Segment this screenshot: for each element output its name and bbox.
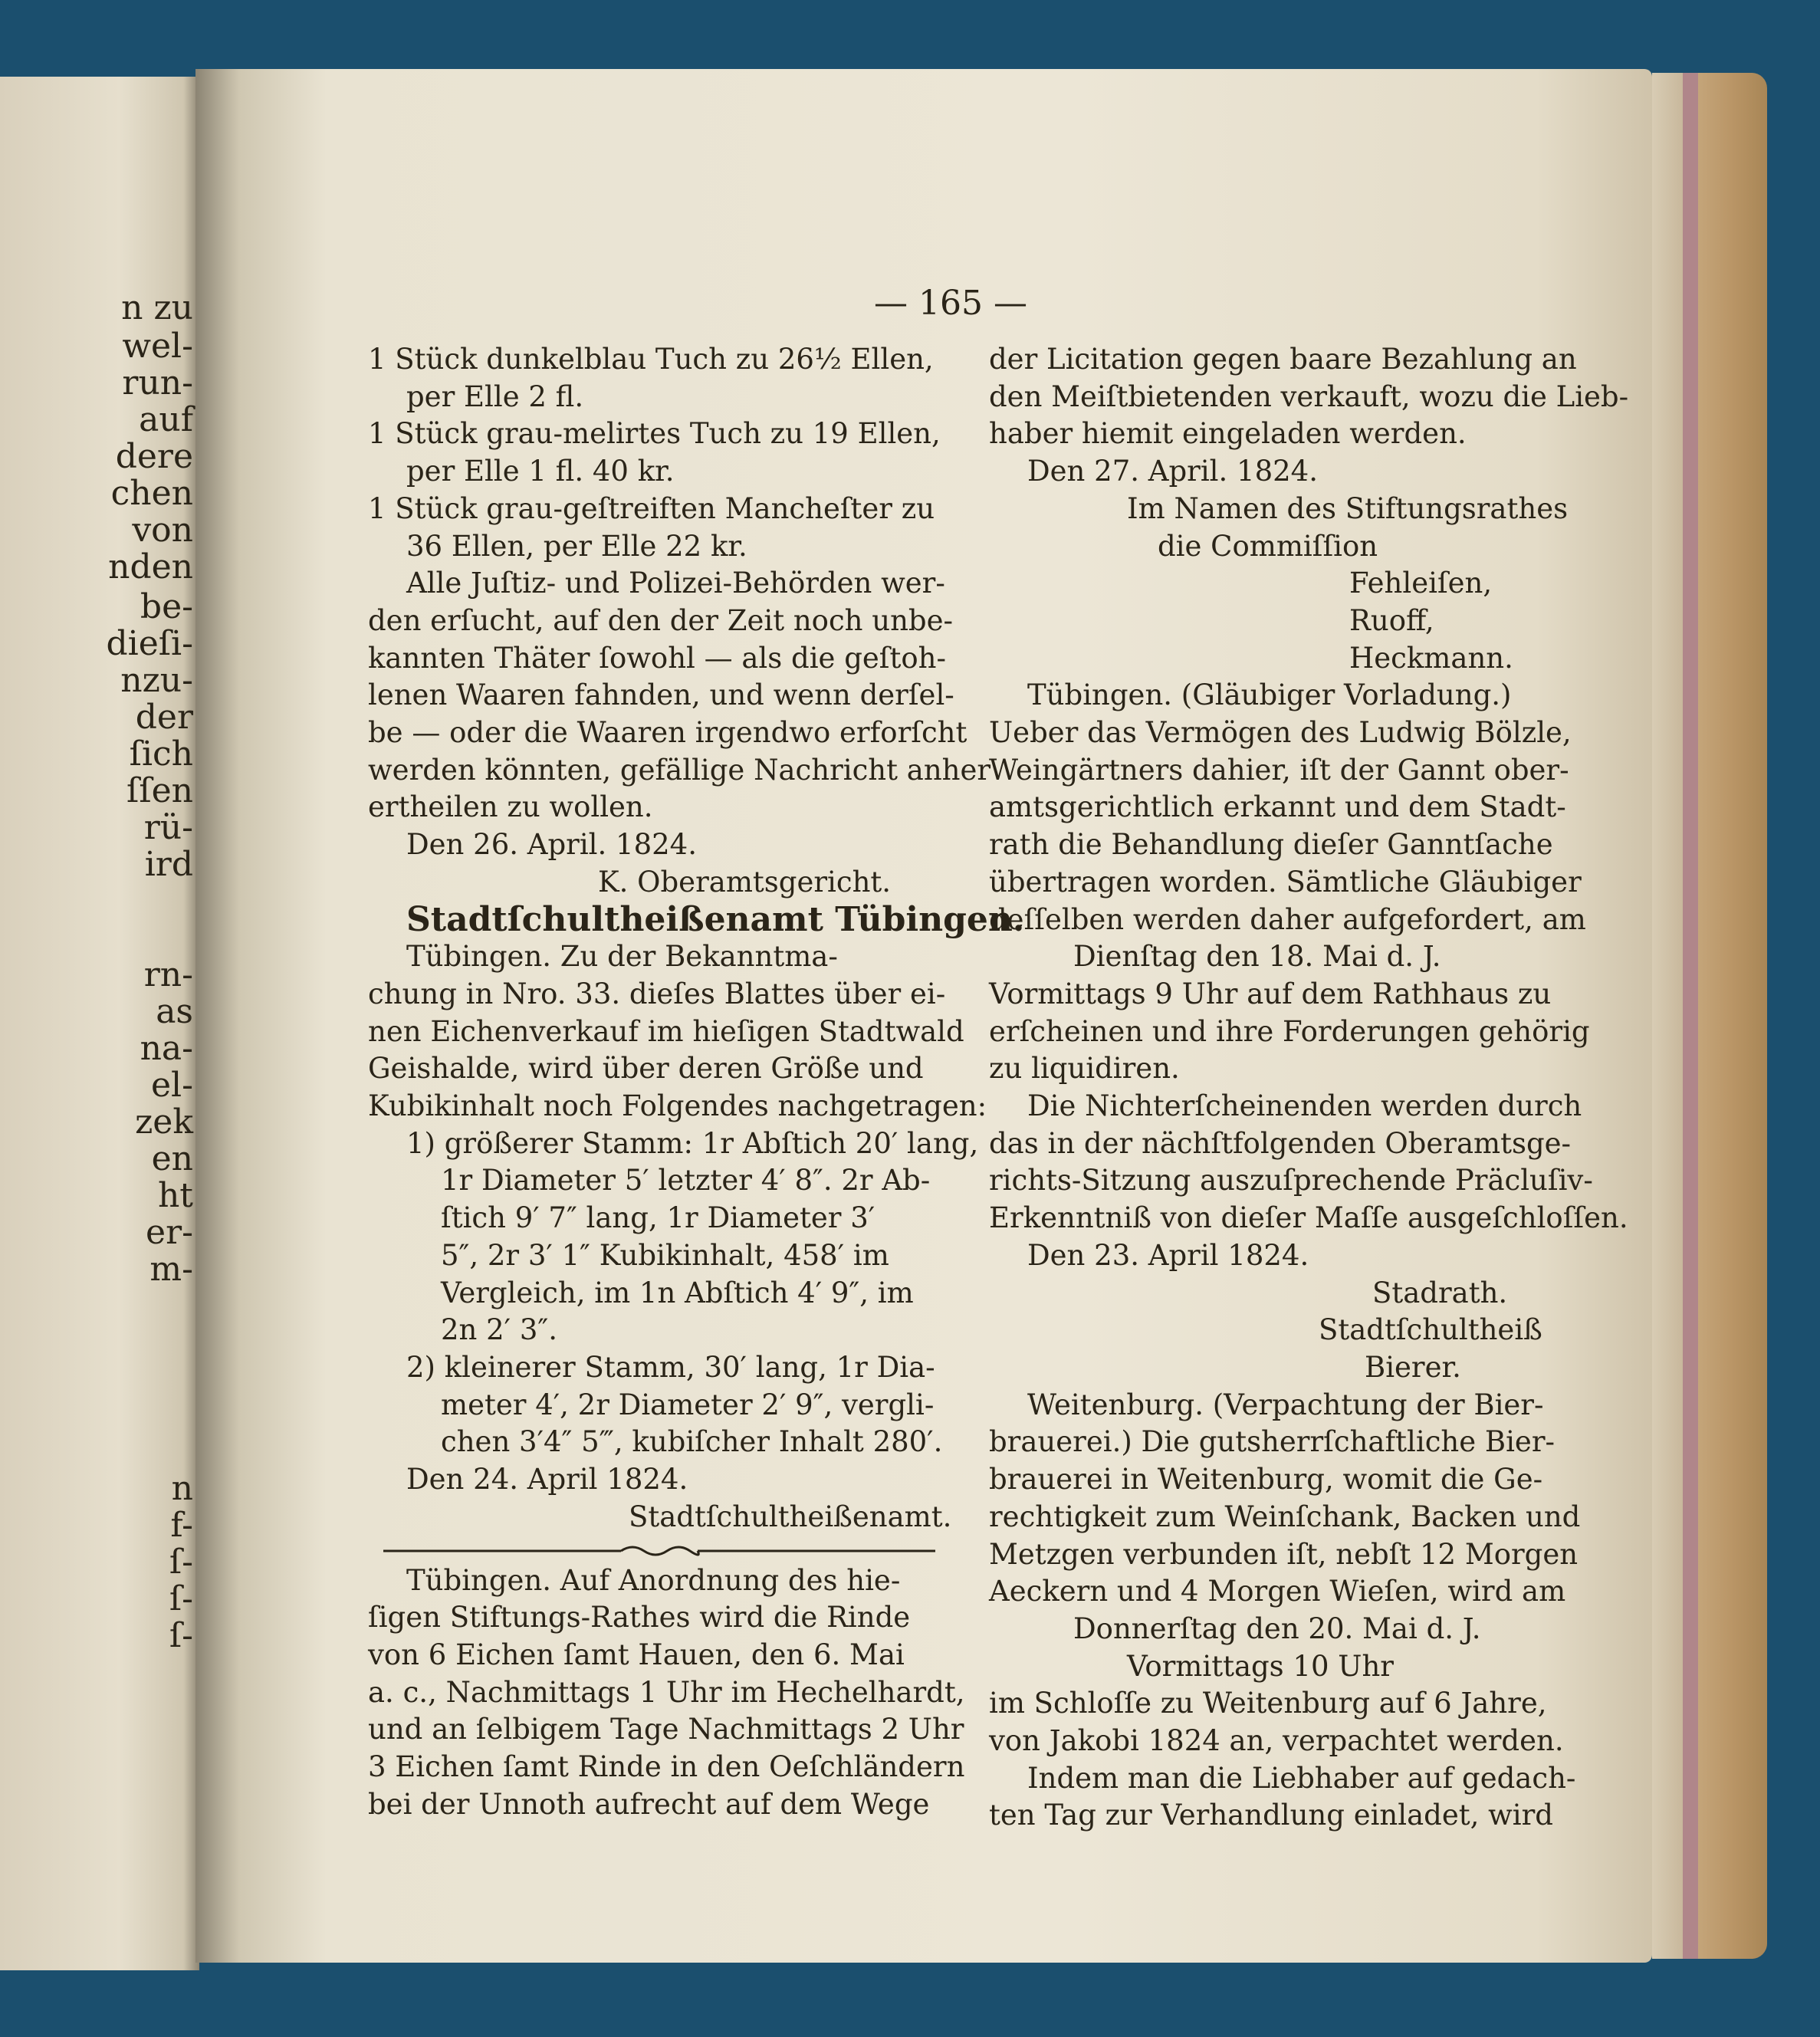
text-line: a. c., Nachmittags 1 Uhr im Hechelhardt,	[368, 1675, 965, 1709]
fragment: auf	[139, 400, 193, 439]
text-line: be — oder die Waaren irgendwo erforſcht	[368, 716, 967, 750]
fragment: rü-	[143, 808, 193, 847]
fragment: be-	[140, 587, 193, 626]
text-line: übertragen worden. Sämtliche Gläubiger	[989, 865, 1582, 899]
text-line: per Elle 2 fl.	[406, 379, 584, 413]
fragment: ſſen	[126, 771, 193, 810]
fragment: rn-	[143, 955, 193, 994]
left-column	[368, 341, 1025, 1823]
page-number: — 165 —	[874, 284, 1027, 323]
fragment: f-	[170, 1506, 193, 1545]
text-line: bei der Unnoth aufrecht auf dem Wege	[368, 1787, 930, 1821]
text-line: chung in Nro. 33. dieſes Blattes über ei-	[368, 977, 946, 1010]
fragment: n zu	[121, 288, 193, 327]
text-line: Donnerſtag den 20. Mai d. J.	[1073, 1612, 1481, 1645]
text-line: Vormittags 10 Uhr	[1127, 1649, 1394, 1683]
signature: K. Oberamtsgericht.	[598, 865, 892, 899]
text-line: erſcheinen und ihre Forderungen gehörig	[989, 1014, 1590, 1048]
fragment: zek	[135, 1102, 193, 1142]
text-line: kannten Thäter ſowohl — als die geſtoh-	[368, 641, 946, 675]
text-line: von 6 Eichen ſamt Hauen, den 6. Mai	[368, 1638, 905, 1671]
text-line: deſſelben werden daher aufgefordert, am	[989, 902, 1586, 936]
text-line: Geishalde, wird über deren Größe und	[368, 1052, 924, 1086]
signature: Stadtſchultheiß	[1319, 1313, 1542, 1347]
text-line: Tübingen. (Gläubiger Vorladung.)	[1027, 678, 1512, 712]
fragment: ſich	[129, 734, 193, 774]
page-edges	[1652, 73, 1683, 1959]
fragment: nden	[108, 547, 193, 586]
text-line: ertheilen zu wollen.	[368, 790, 653, 824]
fragment: ird	[144, 845, 193, 884]
fragment: chen	[110, 474, 193, 513]
fragment: el-	[151, 1066, 193, 1105]
fragment: von	[132, 511, 193, 550]
fragment: as	[156, 992, 193, 1031]
fragment: n	[171, 1469, 193, 1508]
text-line: ſigen Stiftungs-Rathes wird die Rinde	[368, 1601, 911, 1635]
text-line: Dienſtag den 18. Mai d. J.	[1073, 940, 1441, 974]
text-line: Metzgen verbunden iſt, nebſt 12 Morgen	[989, 1537, 1579, 1571]
fragment: wel-	[122, 327, 193, 366]
fragment: ſ-	[169, 1616, 193, 1655]
text-line: der Licitation gegen baare Bezahlung an	[989, 343, 1577, 376]
text-line: 1 Stück grau-geſtreiften Mancheſter zu	[368, 491, 935, 525]
text-line: Weitenburg. (Verpachtung der Bier-	[1027, 1388, 1544, 1421]
fragment: der	[135, 698, 193, 737]
fragment: dere	[115, 437, 193, 476]
ornamental-rule	[368, 1543, 951, 1559]
fragment: er-	[146, 1213, 193, 1252]
text-line: das in der nächſtfolgenden Oberamtsge-	[989, 1126, 1572, 1160]
date-line: Den 26. April. 1824.	[406, 828, 697, 862]
signature: Fehleiſen,	[1349, 567, 1493, 600]
text-line: werden könnten, gefällige Nachricht anher	[368, 753, 991, 787]
text-line: 36 Ellen, per Elle 22 kr.	[406, 529, 747, 563]
text-line: 1 Stück grau-melirtes Tuch zu 19 Ellen,	[368, 417, 941, 451]
text-line: 2) kleinerer Stamm, 30′ lang, 1r Dia-	[406, 1350, 935, 1384]
section-heading: Stadtſchultheißenamt Tübingen.	[406, 899, 1025, 939]
text-line: von Jakobi 1824 an, verpachtet werden.	[989, 1724, 1564, 1758]
text-line: amtsgerichtlich erkannt und dem Stadt-	[989, 790, 1566, 824]
text-line: 3 Eichen ſamt Rinde in den Oeſchländern	[368, 1750, 965, 1784]
text-line: per Elle 1 fl. 40 kr.	[406, 455, 675, 488]
text-line: 2n 2′ 3″.	[441, 1313, 557, 1347]
text-line: Erkenntniß von dieſer Maſſe ausgeſchloſſen.	[989, 1201, 1628, 1235]
text-line: chen 3′4″ 5‴, kubiſcher Inhalt 280′.	[441, 1425, 943, 1459]
fragment: run-	[122, 363, 193, 402]
signature: Im Namen des Stiftungsrathes	[1127, 491, 1569, 525]
text-line: Alle Juſtiz- und Polizei-Behörden wer-	[406, 567, 945, 600]
signature: Stadtſchultheißenamt.	[629, 1500, 952, 1533]
text-line: Tübingen. Zu der Bekanntma-	[406, 940, 838, 974]
text-line: Vormittags 9 Uhr auf dem Rathhaus zu	[989, 977, 1552, 1010]
fragment: dieſi-	[106, 624, 193, 663]
signature: Bierer.	[1365, 1350, 1461, 1384]
text-line: brauerei in Weitenburg, womit die Ge-	[989, 1463, 1543, 1497]
text-line: Indem man die Liebhaber auf gedach-	[1027, 1761, 1576, 1795]
text-line: Aeckern und 4 Morgen Wieſen, wird am	[989, 1575, 1566, 1608]
fragment: na-	[140, 1029, 193, 1068]
text-line: Kubikinhalt noch Folgendes nachgetragen:	[368, 1089, 987, 1123]
text-line: 1 Stück dunkelblau Tuch zu 26½ Ellen,	[368, 343, 934, 376]
text-line: meter 4′, 2r Diameter 2′ 9″, vergli-	[441, 1388, 935, 1421]
signature: Stadrath.	[1372, 1276, 1508, 1309]
date-line: Den 24. April 1824.	[406, 1463, 688, 1497]
book-cover-edge	[1698, 73, 1767, 1959]
text-line: Tübingen. Auf Anordnung des hie-	[406, 1563, 901, 1597]
signature: die Commiſſion	[1158, 529, 1378, 563]
text-line: den erſucht, auf den der Zeit noch unbe-	[368, 603, 953, 637]
text-line: ten Tag zur Verhandlung einladet, wird	[989, 1799, 1553, 1832]
left-page	[0, 77, 199, 1970]
text-line: 5″, 2r 3′ 1″ Kubikinhalt, 458′ im	[441, 1238, 889, 1272]
text-line: und an ſelbigem Tage Nachmittags 2 Uhr	[368, 1713, 964, 1746]
fragment: ſ-	[169, 1543, 193, 1582]
text-line: 1r Diameter 5′ letzter 4′ 8″. 2r Ab-	[441, 1164, 931, 1198]
text-line: Vergleich, im 1n Abſtich 4′ 9″, im	[441, 1276, 914, 1309]
text-line: im Schloſſe zu Weitenburg auf 6 Jahre,	[989, 1687, 1547, 1720]
text-line: Ueber das Vermögen des Ludwig Bölzle,	[989, 716, 1572, 750]
text-line: Die Nichterſcheinenden werden durch	[1027, 1089, 1582, 1123]
text-line: brauerei.) Die gutsherrſchaftliche Bier-	[989, 1425, 1556, 1459]
text-line: ſtich 9′ 7″ lang, 1r Diameter 3′	[441, 1201, 876, 1235]
fragment: nzu-	[120, 661, 193, 700]
text-line: rath die Behandlung dieſer Ganntſache	[989, 828, 1553, 862]
fragment: en	[151, 1139, 193, 1178]
text-line: haber hiemit eingeladen werden.	[989, 417, 1467, 451]
signature: Ruoff,	[1349, 603, 1434, 637]
text-line: den Meiſtbietenden verkauft, wozu die Lieb-	[989, 379, 1629, 413]
fragment: m-	[149, 1250, 193, 1289]
fragment: ht	[157, 1176, 193, 1215]
text-line: rechtigkeit zum Weinſchank, Backen und	[989, 1500, 1581, 1533]
text-line: zu liquidiren.	[989, 1052, 1180, 1086]
text-line: 1) größerer Stamm: 1r Abſtich 20′ lang,	[406, 1126, 979, 1160]
signature: Heckmann.	[1349, 641, 1513, 675]
page-edge-red	[1683, 73, 1698, 1959]
text-line: lenen Waaren fahnden, und wenn derſel-	[368, 678, 954, 712]
date-line: Den 27. April. 1824.	[1027, 455, 1318, 488]
date-line: Den 23. April 1824.	[1027, 1238, 1309, 1272]
text-line: richts-Sitzung auszuſprechende Präcluſiv-	[989, 1164, 1593, 1198]
text-line: nen Eichenverkauf im hieſigen Stadtwald	[368, 1014, 964, 1048]
book-spread	[0, 31, 1820, 1993]
right-column	[989, 341, 1629, 1835]
text-line: Weingärtners dahier, iſt der Gannt ober-	[989, 753, 1569, 787]
fragment: ſ-	[169, 1579, 193, 1618]
